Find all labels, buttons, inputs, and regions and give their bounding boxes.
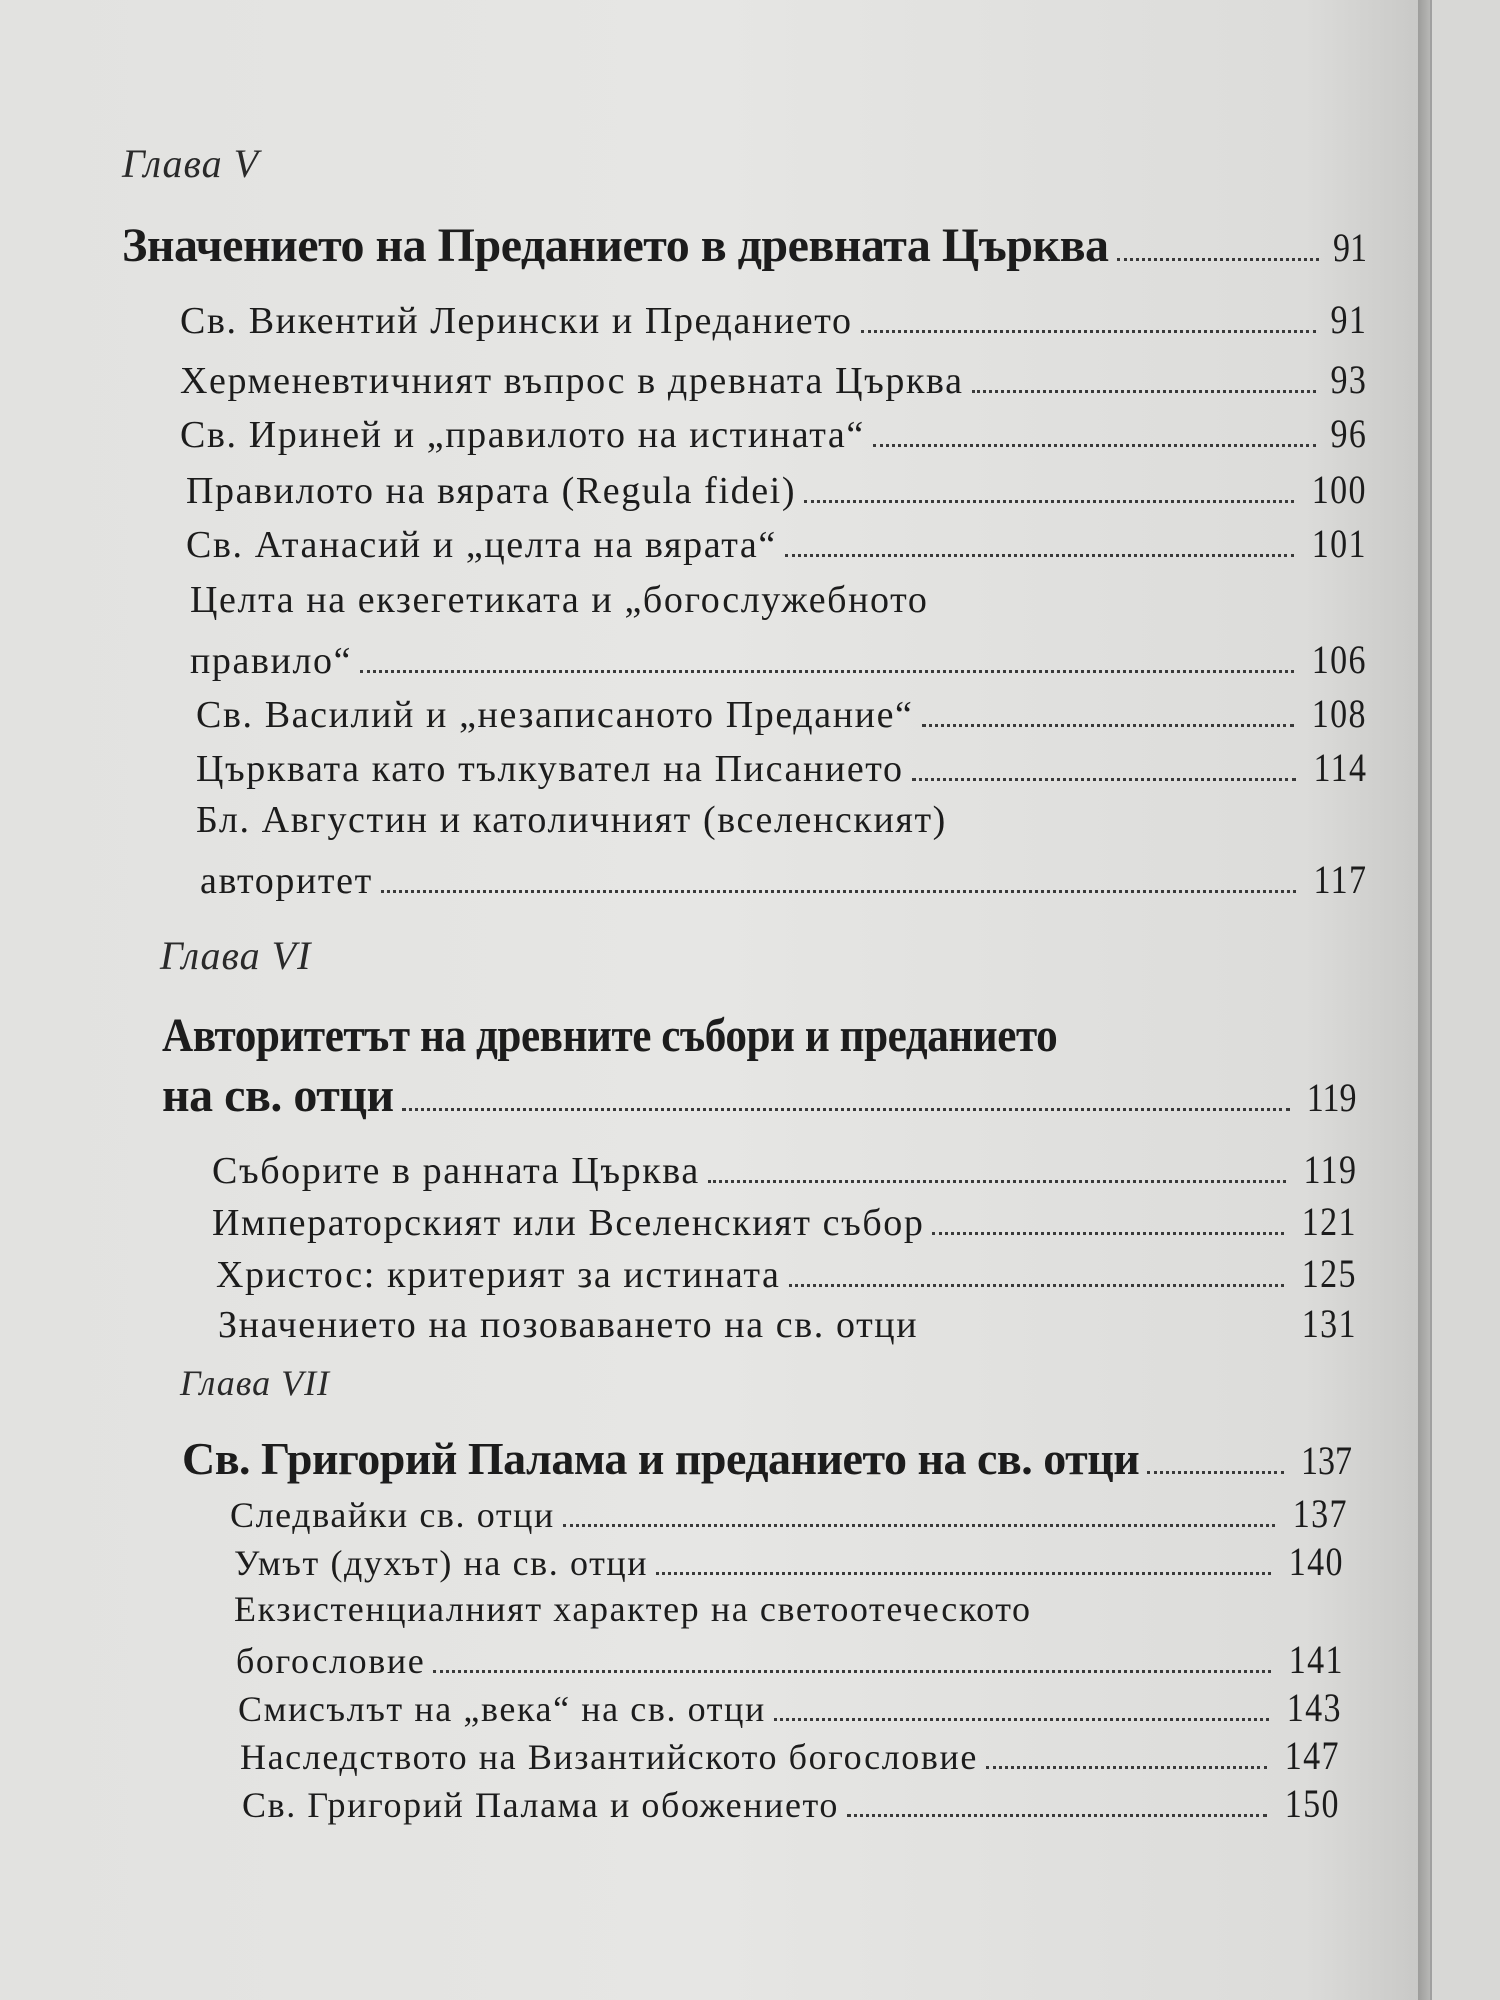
page-number: 119 [1307, 1075, 1357, 1120]
leader-dots [873, 444, 1316, 447]
entry-label: Следвайки св. отци [230, 1495, 555, 1535]
toc-entry[interactable] [212, 1198, 1357, 1245]
entry-label-continued: авторитет [200, 860, 373, 902]
entry-label[interactable]: Бл. Августин и католичният (вселенският) [196, 799, 947, 841]
leader-dots [926, 1334, 1284, 1337]
page-number: 137 [1292, 1491, 1348, 1536]
leader-dots [433, 1670, 1271, 1673]
toc-entry[interactable] [238, 1684, 1342, 1731]
toc-entry[interactable] [240, 1732, 1340, 1779]
leader-dots [774, 1718, 1269, 1721]
page-number: 147 [1284, 1733, 1340, 1778]
chapter-title-continued: на св. отци [162, 1069, 394, 1122]
toc-entry[interactable] [234, 1538, 1344, 1585]
page-number: 117 [1313, 857, 1367, 902]
page-number: 91 [1330, 297, 1367, 342]
toc-entry[interactable] [186, 520, 1367, 567]
leader-dots [932, 1232, 1284, 1235]
entry-label: Умът (духът) на св. отци [234, 1543, 649, 1583]
entry-label-continued: богословие [236, 1641, 426, 1681]
leader-dots [785, 554, 1294, 557]
page-number: 121 [1301, 1199, 1357, 1244]
page-number: 119 [1303, 1147, 1357, 1192]
chapter-vii-title-row [182, 1432, 1352, 1485]
page-number: 141 [1288, 1637, 1344, 1682]
leader-dots [563, 1524, 1275, 1527]
facing-page-edge [1430, 0, 1500, 2000]
page-number: 137 [1301, 1438, 1352, 1483]
leader-dots [402, 1108, 1291, 1111]
entry-label: Св. Ириней и „правилото на истината“ [180, 414, 865, 456]
toc-entry[interactable] [218, 1300, 1357, 1347]
entry-label: Църквата като тълкувател на Писанието [196, 748, 904, 790]
chapter-title: Авторитетът на древните събори и преданието [162, 1009, 1058, 1062]
page-number: 91 [1333, 225, 1367, 270]
page-number: 93 [1330, 357, 1367, 402]
page-number: 150 [1284, 1781, 1340, 1826]
chapter-vi-title-row [162, 1068, 1357, 1123]
page-number: 114 [1313, 745, 1367, 790]
entry-label: Наследството на Византийското богословие [240, 1737, 978, 1777]
leader-dots [922, 724, 1295, 727]
toc-entry[interactable] [180, 296, 1367, 343]
toc-entry[interactable] [230, 1490, 1348, 1537]
entry-label: Херменевтичният въпрос в древната Църква [180, 360, 964, 402]
entry-label: Св. Василий и „незаписаното Предание“ [196, 694, 914, 736]
leader-dots [861, 330, 1316, 333]
page-number: 101 [1311, 521, 1367, 566]
chapter-title: Значението на Преданието в древната Църква [122, 219, 1109, 272]
toc-entry[interactable] [196, 690, 1367, 737]
page-number: 100 [1311, 467, 1367, 512]
toc-entry[interactable] [186, 466, 1367, 513]
toc-entry[interactable] [212, 1146, 1357, 1193]
toc-entry[interactable] [242, 1780, 1340, 1827]
page-number: 125 [1301, 1251, 1357, 1296]
leader-dots [656, 1572, 1271, 1575]
entry-label: Св. Викентий Лерински и Преданието [180, 300, 853, 342]
page-number: 96 [1330, 411, 1367, 456]
entry-label: Св. Атанасий и „целта на вярата“ [186, 524, 777, 566]
leader-dots [972, 390, 1316, 393]
page-number: 143 [1286, 1685, 1342, 1730]
entry-label: Смисълът на „века“ на св. отци [238, 1689, 766, 1729]
leader-dots [804, 500, 1294, 503]
leader-dots [847, 1814, 1267, 1817]
page-number: 108 [1311, 691, 1367, 736]
entry-label: Св. Григорий Палама и обожението [242, 1785, 840, 1825]
leader-dots [708, 1180, 1286, 1183]
entry-label-continued: правило“ [190, 640, 353, 682]
chapter-v-title-row [122, 218, 1367, 273]
entry-label: Съборите в ранната Църква [212, 1150, 700, 1192]
entry-label[interactable]: Екзистенциалният характер на светоотеческото [234, 1589, 1032, 1629]
leader-dots [912, 778, 1296, 781]
entry-label: Правилото на вярата (Regula fidei) [186, 470, 797, 512]
leader-dots [360, 670, 1294, 673]
leader-dots [1147, 1471, 1284, 1474]
leader-dots [1117, 258, 1319, 261]
entry-label: Христос: критерият за истината [216, 1254, 781, 1296]
chapter-vii-heading [180, 1362, 330, 1404]
toc-entry[interactable] [200, 856, 1367, 903]
toc-entry[interactable] [190, 636, 1367, 683]
toc-entry[interactable] [180, 410, 1367, 457]
page-number: 131 [1301, 1301, 1357, 1346]
chapter-label: Глава V [122, 141, 260, 186]
bleed-through-text [0, 60, 1418, 134]
entry-label: Императорският или Вселенският събор [212, 1202, 925, 1244]
entry-label[interactable]: Целта на екзегетиката и „богослужебното [190, 579, 929, 621]
leader-dots [381, 890, 1296, 893]
chapter-title: Св. Григорий Палама и преданието на св. отци [182, 1433, 1140, 1484]
page-number: 140 [1288, 1539, 1344, 1584]
leader-dots [986, 1766, 1267, 1769]
toc-entry[interactable] [180, 356, 1367, 403]
page-number: 106 [1311, 637, 1367, 682]
entry-label: Значението на позоваването на св. отци [218, 1304, 919, 1346]
toc-entry[interactable] [196, 744, 1367, 791]
toc-entry[interactable] [216, 1250, 1357, 1297]
chapter-label: Глава VII [180, 1363, 331, 1403]
chapter-v-heading [122, 140, 259, 187]
leader-dots [789, 1284, 1285, 1287]
toc-entry[interactable] [236, 1636, 1344, 1683]
chapter-vi-heading [160, 932, 311, 979]
chapter-label: Глава VI [160, 933, 312, 978]
